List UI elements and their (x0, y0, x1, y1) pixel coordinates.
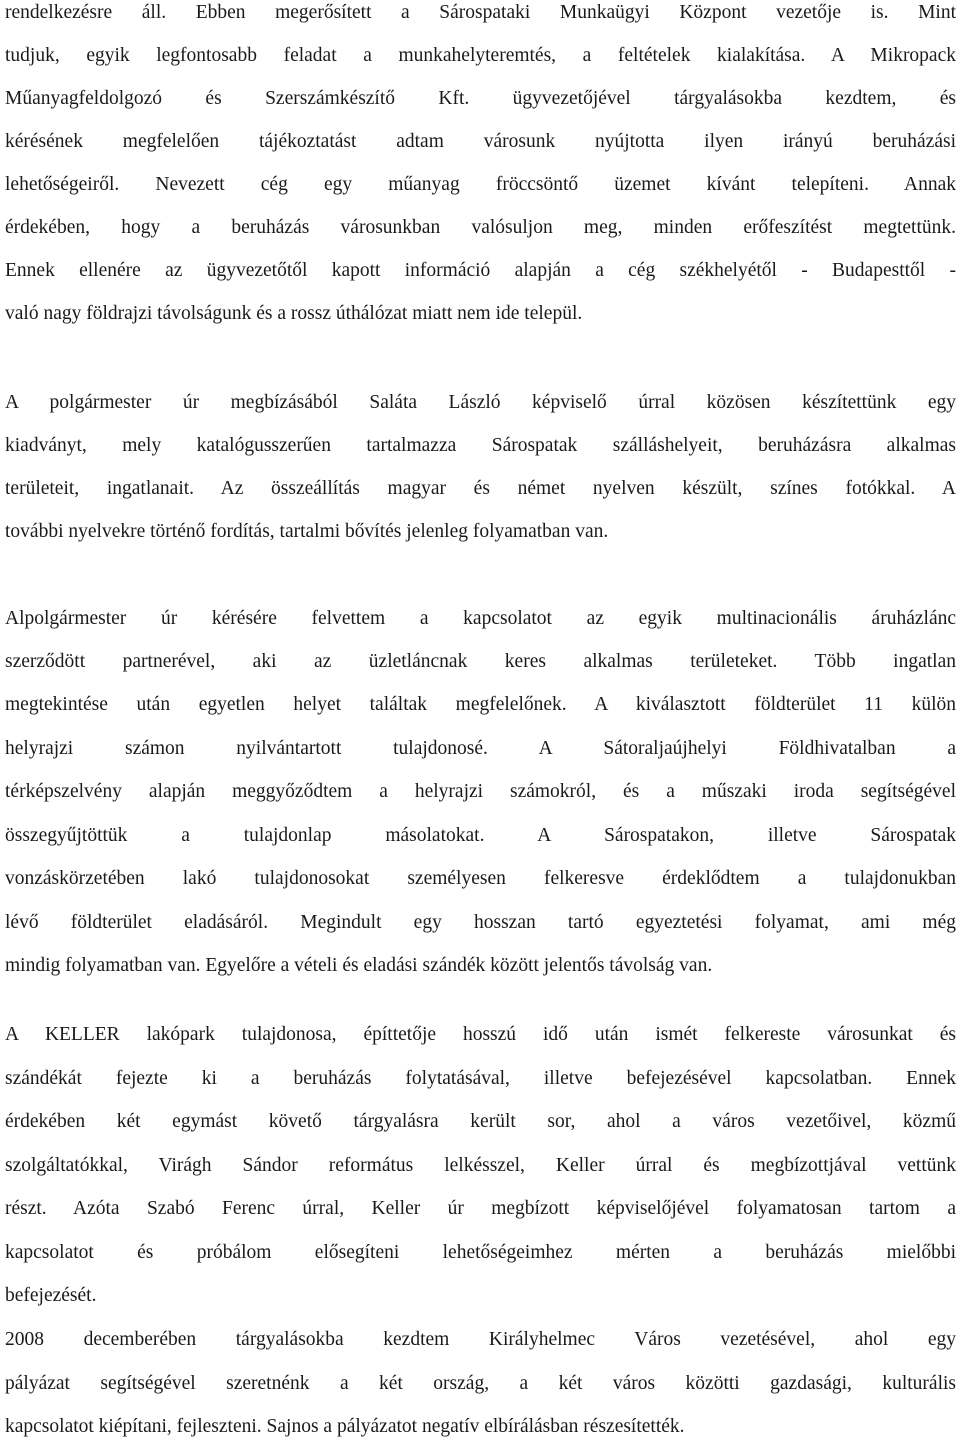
text-line: való nagy földrajzi távolságunk és a rossz úthálózat miatt nem ide települ. (5, 303, 583, 324)
text-line: kapcsolatot kiépítani, fejleszteni. Sajnos a pályázatot negatív elbírálásban részesítették. (5, 1416, 685, 1437)
text-line: vonzáskörzetében lakó tulajdonosokat személyesen felkeresve érdeklődtem a tulajdonukban (5, 868, 956, 889)
text-line: szolgáltatókkal, Virágh Sándor református lelkésszel, Keller úrral és megbízottjával vettünk (5, 1155, 956, 1176)
text-line: Műanyagfeldolgozó és Szerszámkészítő Kft. ügyvezetőjével tárgyalásokba kezdtem, és (5, 88, 956, 109)
text-line: kiadványt, mely katalógusszerűen tartalmazza Sárospatak szálláshelyeit, beruházásra alkalmas (5, 435, 956, 456)
text-line: érdekében két egymást követő tárgyalásra került sor, ahol a város vezetőivel, közmű (5, 1111, 956, 1132)
text-line: 2008 decemberében tárgyalásokba kezdtem Királyhelmec Város vezetésével, ahol egy (5, 1329, 956, 1350)
text-line: lévő földterület eladásáról. Megindult egy hosszan tartó egyeztetési folyamat, ami még (5, 912, 956, 933)
text-line: területeit, ingatlanait. Az összeállítás magyar és német nyelven készült, színes fotókkal. A (5, 478, 956, 499)
text-line: szerződött partnerével, aki az üzletláncnak keres alkalmas területeket. Több ingatlan (5, 651, 956, 672)
text-line: pályázat segítségével szeretnénk a két ország, a két város közötti gazdasági, kulturális (5, 1373, 956, 1394)
text-line: A KELLER lakópark tulajdonosa, építtetője hosszú idő után ismét felkereste városunkat és (5, 1024, 956, 1045)
text-line: helyrajzi számon nyilvántartott tulajdonosé. A Sátoraljaújhelyi Földhivatalban a (5, 738, 956, 759)
text-line: befejezését. (5, 1285, 97, 1306)
text-line: A polgármester úr megbízásából Saláta László képviselő úrral közösen készítettünk egy (5, 392, 956, 413)
text-line: összegyűjtöttük a tulajdonlap másolatokat. A Sárospatakon, illetve Sárospatak (5, 825, 956, 846)
text-line: kérésének megfelelően tájékoztatást adtam városunk nyújtotta ilyen irányú beruházási (5, 131, 956, 152)
text-line: térképszelvény alapján meggyőződtem a helyrajzi számokról, és a műszaki iroda segítségével (5, 781, 956, 802)
text-line: kapcsolatot és próbálom elősegíteni lehetőségeimhez mérten a beruházás mielőbbi (5, 1242, 956, 1263)
text-line: tudjuk, egyik legfontosabb feladat a munkahelyteremtés, a feltételek kialakítása. A Mikropack (5, 45, 956, 66)
text-line: érdekében, hogy a beruházás városunkban valósuljon meg, minden erőfeszítést megtettünk. (5, 217, 956, 238)
text-line: mindig folyamatban van. Egyelőre a vételi és eladási szándék között jelentős távolság van. (5, 955, 713, 976)
text-line: lehetőségeiről. Nevezett cég egy műanyag fröccsöntő üzemet kívánt telepíteni. Annak (5, 174, 956, 195)
text-line: további nyelvekre történő fordítás, tartalmi bővítés jelenleg folyamatban van. (5, 521, 609, 542)
text-line: megtekintése után egyetlen helyet találtak megfelelőnek. A kiválasztott földterület 11 külön (5, 694, 956, 715)
text-line: rendelkezésre áll. Ebben megerősített a Sárospataki Munkaügyi Központ vezetője is. Mint (5, 2, 956, 23)
text-line: Ennek ellenére az ügyvezetőtől kapott információ alapján a cég székhelyétől - Budapesttől - (5, 260, 956, 281)
text-line: Alpolgármester úr kérésére felvettem a kapcsolatot az egyik multinacionális áruházlánc (5, 608, 956, 629)
text-line: szándékát fejezte ki a beruházás folytatásával, illetve befejezésével kapcsolatban. Ennek (5, 1068, 956, 1089)
text-line: részt. Azóta Szabó Ferenc úrral, Keller úr megbízott képviselőjével folyamatosan tartom a (5, 1198, 956, 1219)
